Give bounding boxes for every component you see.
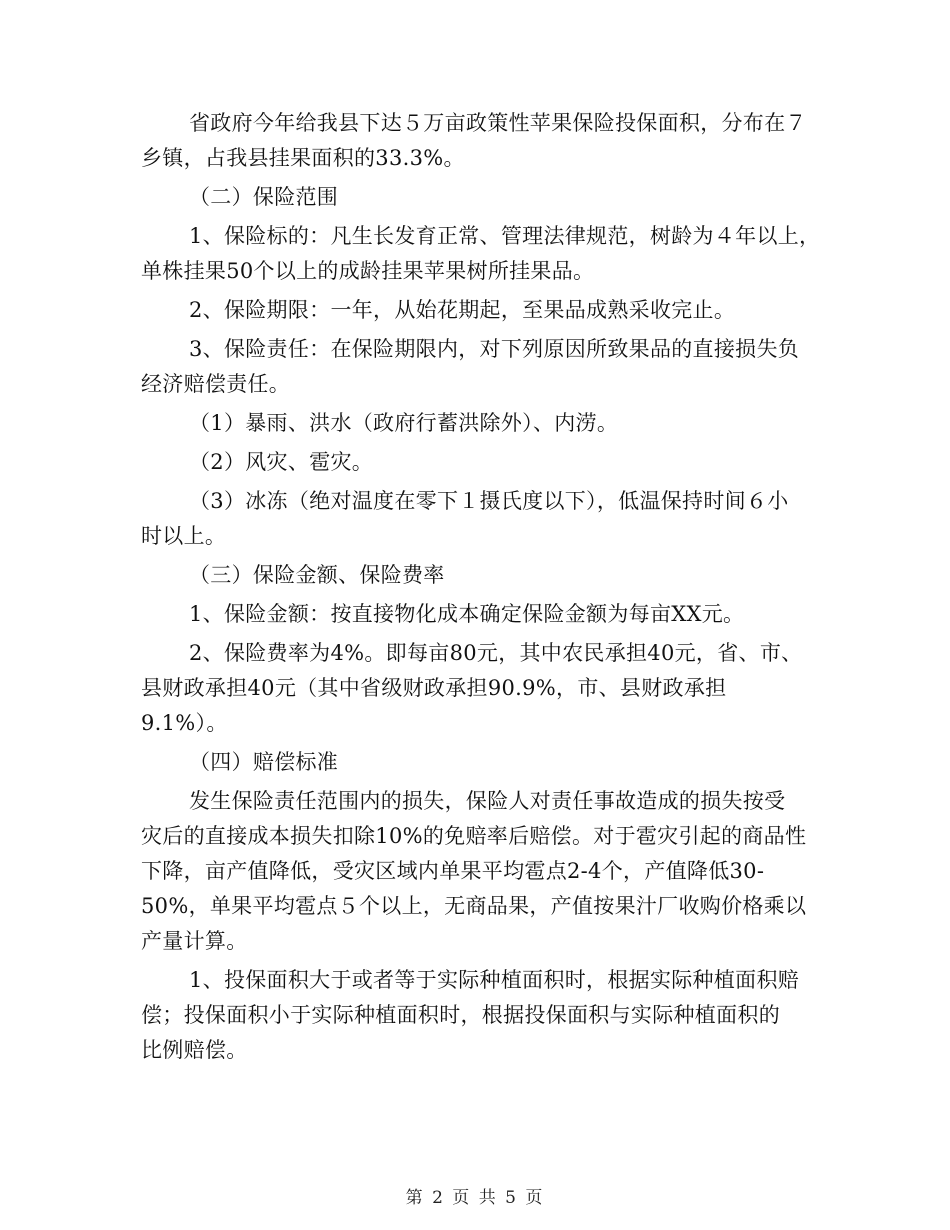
section-heading-amount-rate <box>141 558 811 593</box>
text-line: （3）冰冻（绝对温度在零下１摄氏度以下），低温保持时间６小 <box>189 489 789 513</box>
text-line: 9.1%）。 <box>141 711 228 735</box>
text-line: 时以上。 <box>141 524 227 548</box>
text-line: 2、保险期限：一年，从始花期起，至果品成熟采收完止。 <box>189 298 736 322</box>
section-heading-insurance-scope <box>141 180 811 215</box>
text-line: 1、保险金额：按直接物化成本确定保险金额为每亩XX元。 <box>189 602 745 626</box>
paragraph-insured-subject <box>141 219 821 289</box>
list-item-freeze <box>141 484 811 554</box>
document-body <box>141 106 821 1068</box>
text-line: 县财政承担40元（其中省级财政承担90.9%，市、县财政承担 <box>141 676 727 700</box>
text-line: 灾后的直接成本损失扣除10%的免赔率后赔偿。对于雹灾引起的商品性 <box>141 824 807 848</box>
text-line: （1）暴雨、洪水（政府行蓄洪除外）、内涝。 <box>189 411 619 435</box>
text-line: 50%，单果平均雹点５个以上，无商品果，产值按果汁厂收购价格乘以 <box>141 894 807 918</box>
text-line: 单株挂果50个以上的成龄挂果苹果树所挂果品。 <box>141 259 595 283</box>
text-line: 经济赔偿责任。 <box>141 372 291 396</box>
text-line: 2、保险费率为4%。即每亩80元，其中农民承担40元，省、市、 <box>189 641 803 665</box>
paragraph-insurance-liability <box>141 332 811 402</box>
text-line: 下降，亩产值降低，受灾区域内单果平均雹点2-4个，产值降低30- <box>141 859 765 883</box>
paragraph-premium-rate <box>141 636 811 741</box>
text-line: 乡镇，占我县挂果面积的33.3%。 <box>141 146 465 170</box>
text-line: 1、投保面积大于或者等于实际种植面积时，根据实际种植面积赔 <box>189 968 800 992</box>
heading-text: （三）保险金额、保险费率 <box>189 563 445 587</box>
text-line: 产量计算。 <box>141 929 248 953</box>
section-heading-compensation <box>141 745 811 780</box>
heading-text: （四）赔偿标准 <box>189 750 339 774</box>
paragraph-insurance-period <box>141 293 811 328</box>
heading-text: （二）保险范围 <box>189 185 339 209</box>
text-line: 偿；投保面积小于实际种植面积时，根据投保面积与实际种植面积的 <box>141 1003 780 1027</box>
paragraph-insured-amount <box>141 597 811 632</box>
text-line: 1、保险标的：凡生长发育正常、管理法律规范，树龄为４年以上， <box>189 224 821 248</box>
list-item-rainstorm <box>141 406 811 441</box>
text-line: 省政府今年给我县下达５万亩政策性苹果保险投保面积，分布在７ <box>189 111 807 135</box>
text-line: 3、保险责任：在保险期限内，对下列原因所致果品的直接损失负 <box>189 337 800 361</box>
list-item-wind-hail <box>141 445 811 480</box>
page-footer: 第 2 页 共 5 页 <box>405 1188 545 1208</box>
text-line: （2）风灾、雹灾。 <box>189 450 374 474</box>
paragraph-compensation-rules <box>141 784 811 959</box>
paragraph-area-compensation <box>141 963 811 1068</box>
paragraph-policy-area <box>141 106 811 176</box>
text-line: 比例赔偿。 <box>141 1038 248 1062</box>
text-line: 发生保险责任范围内的损失，保险人对责任事故造成的损失按受 <box>189 789 786 813</box>
